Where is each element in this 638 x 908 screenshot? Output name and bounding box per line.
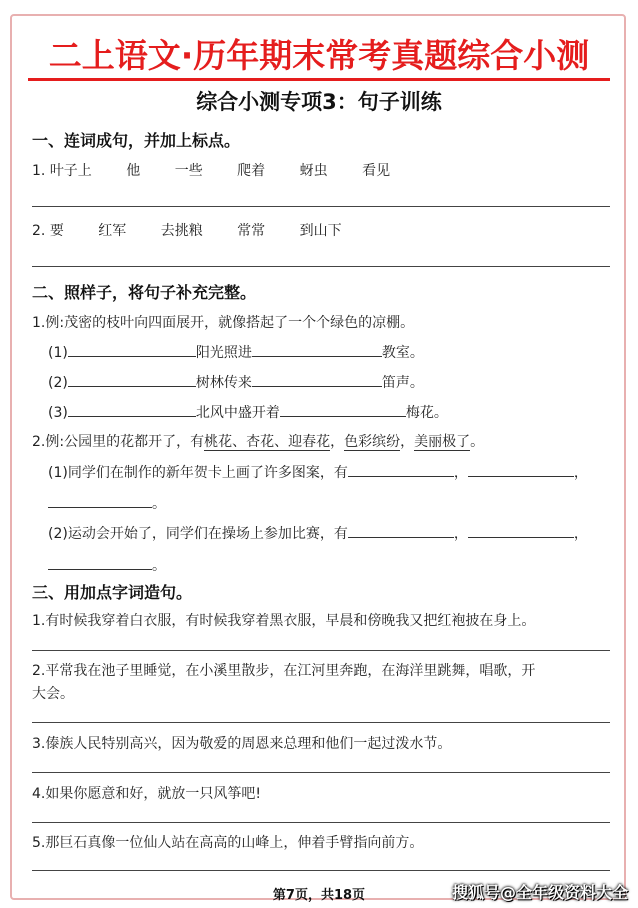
blank[interactable] [252, 342, 382, 357]
blank[interactable] [280, 402, 406, 417]
section-2-heading: 二、照样子，将句子补充完整。 [32, 283, 257, 302]
watermark: 搜狐号@全年级资料大全 [452, 883, 629, 902]
word: 常常 [237, 223, 266, 239]
answer-line[interactable] [32, 772, 610, 773]
blank[interactable] [48, 493, 152, 508]
fill-item-1: (1) 阳光照进 教室。 [48, 342, 424, 362]
section-3-question-1: 1.有时候我穿着白衣服，有时候我穿着黑衣服，早晨和傍晚我又把红袍披在身上。 [32, 613, 536, 629]
answer-line[interactable] [32, 870, 610, 871]
section-3-heading: 三、用加点字词造句。 [32, 583, 193, 602]
fill-item-3: (3) 北风中盛开着 梅花。 [48, 402, 448, 422]
fill-item-4: (1)同学们在制作的新年贺卡上画了许多图案，有 ， ， [48, 462, 588, 482]
blank[interactable] [68, 342, 196, 357]
section-3-question-2: 2.平常我在池子里睡觉，在小溪里散步，在江河里奔跑，在海洋里跳舞，唱歌，开 [32, 663, 536, 679]
answer-line[interactable] [32, 822, 610, 823]
word: 爬着 [237, 163, 266, 179]
page-subtitle: 综合小测专项3：句子训练 [196, 90, 442, 114]
blank[interactable] [68, 372, 196, 387]
word: 叶子上 [49, 163, 92, 179]
section-3-question-4: 4.如果你愿意和好，就放一只风筝吧! [32, 786, 261, 802]
q-number: 1. [32, 163, 46, 179]
title-underline [28, 78, 610, 81]
page-title: 二上语文·历年期末常考真题综合小测 [48, 36, 590, 75]
section-3-question-5: 5.那巨石真像一位仙人站在高高的山峰上，伸着手臂指向前方。 [32, 835, 424, 851]
section-3-question-3: 3.傣族人民特别高兴，因为敬爱的周恩来总理和他们一起过泼水节。 [32, 736, 452, 752]
fill-item-4-cont: 。 [48, 493, 166, 513]
fill-item-5-cont: 。 [48, 555, 166, 575]
word: 去挑粮 [160, 223, 203, 239]
fill-item-2: (2) 树林传来 笛声。 [48, 372, 424, 392]
section-1-question-1 [32, 160, 390, 180]
word: 看见 [362, 163, 391, 179]
blank[interactable] [468, 523, 574, 538]
example-1: 1.例:茂密的枝叶向四面展开，就像搭起了一个个绿色的凉棚。 [32, 315, 415, 331]
blank[interactable] [468, 462, 574, 477]
word: 一些 [174, 163, 203, 179]
page-number: 第7页，共18页 [272, 888, 366, 903]
answer-line[interactable] [32, 722, 610, 723]
word: 他 [126, 163, 141, 179]
blank[interactable] [68, 402, 196, 417]
blank[interactable] [348, 462, 454, 477]
blank[interactable] [48, 555, 152, 570]
blank[interactable] [348, 523, 454, 538]
word: 蚜虫 [299, 163, 328, 179]
fill-item-5: (2)运动会开始了，同学们在操场上参加比赛，有 ， ， [48, 523, 588, 543]
example-2: 2.例:公园里的花都开了，有桃花、杏花、迎春花，色彩缤纷，美丽极了。 [32, 434, 485, 450]
section-1-heading: 一、连词成句，并加上标点。 [32, 131, 241, 150]
answer-line[interactable] [32, 650, 610, 651]
blank[interactable] [252, 372, 382, 387]
section-1-question-2 [32, 220, 342, 240]
word: 到山下 [299, 223, 342, 239]
section-3-question-2-cont: 大会。 [32, 686, 74, 702]
word: 红军 [98, 223, 127, 239]
word: 要 [49, 223, 64, 239]
q-number: 2. [32, 223, 46, 239]
answer-line[interactable] [32, 206, 610, 207]
answer-line[interactable] [32, 266, 610, 267]
